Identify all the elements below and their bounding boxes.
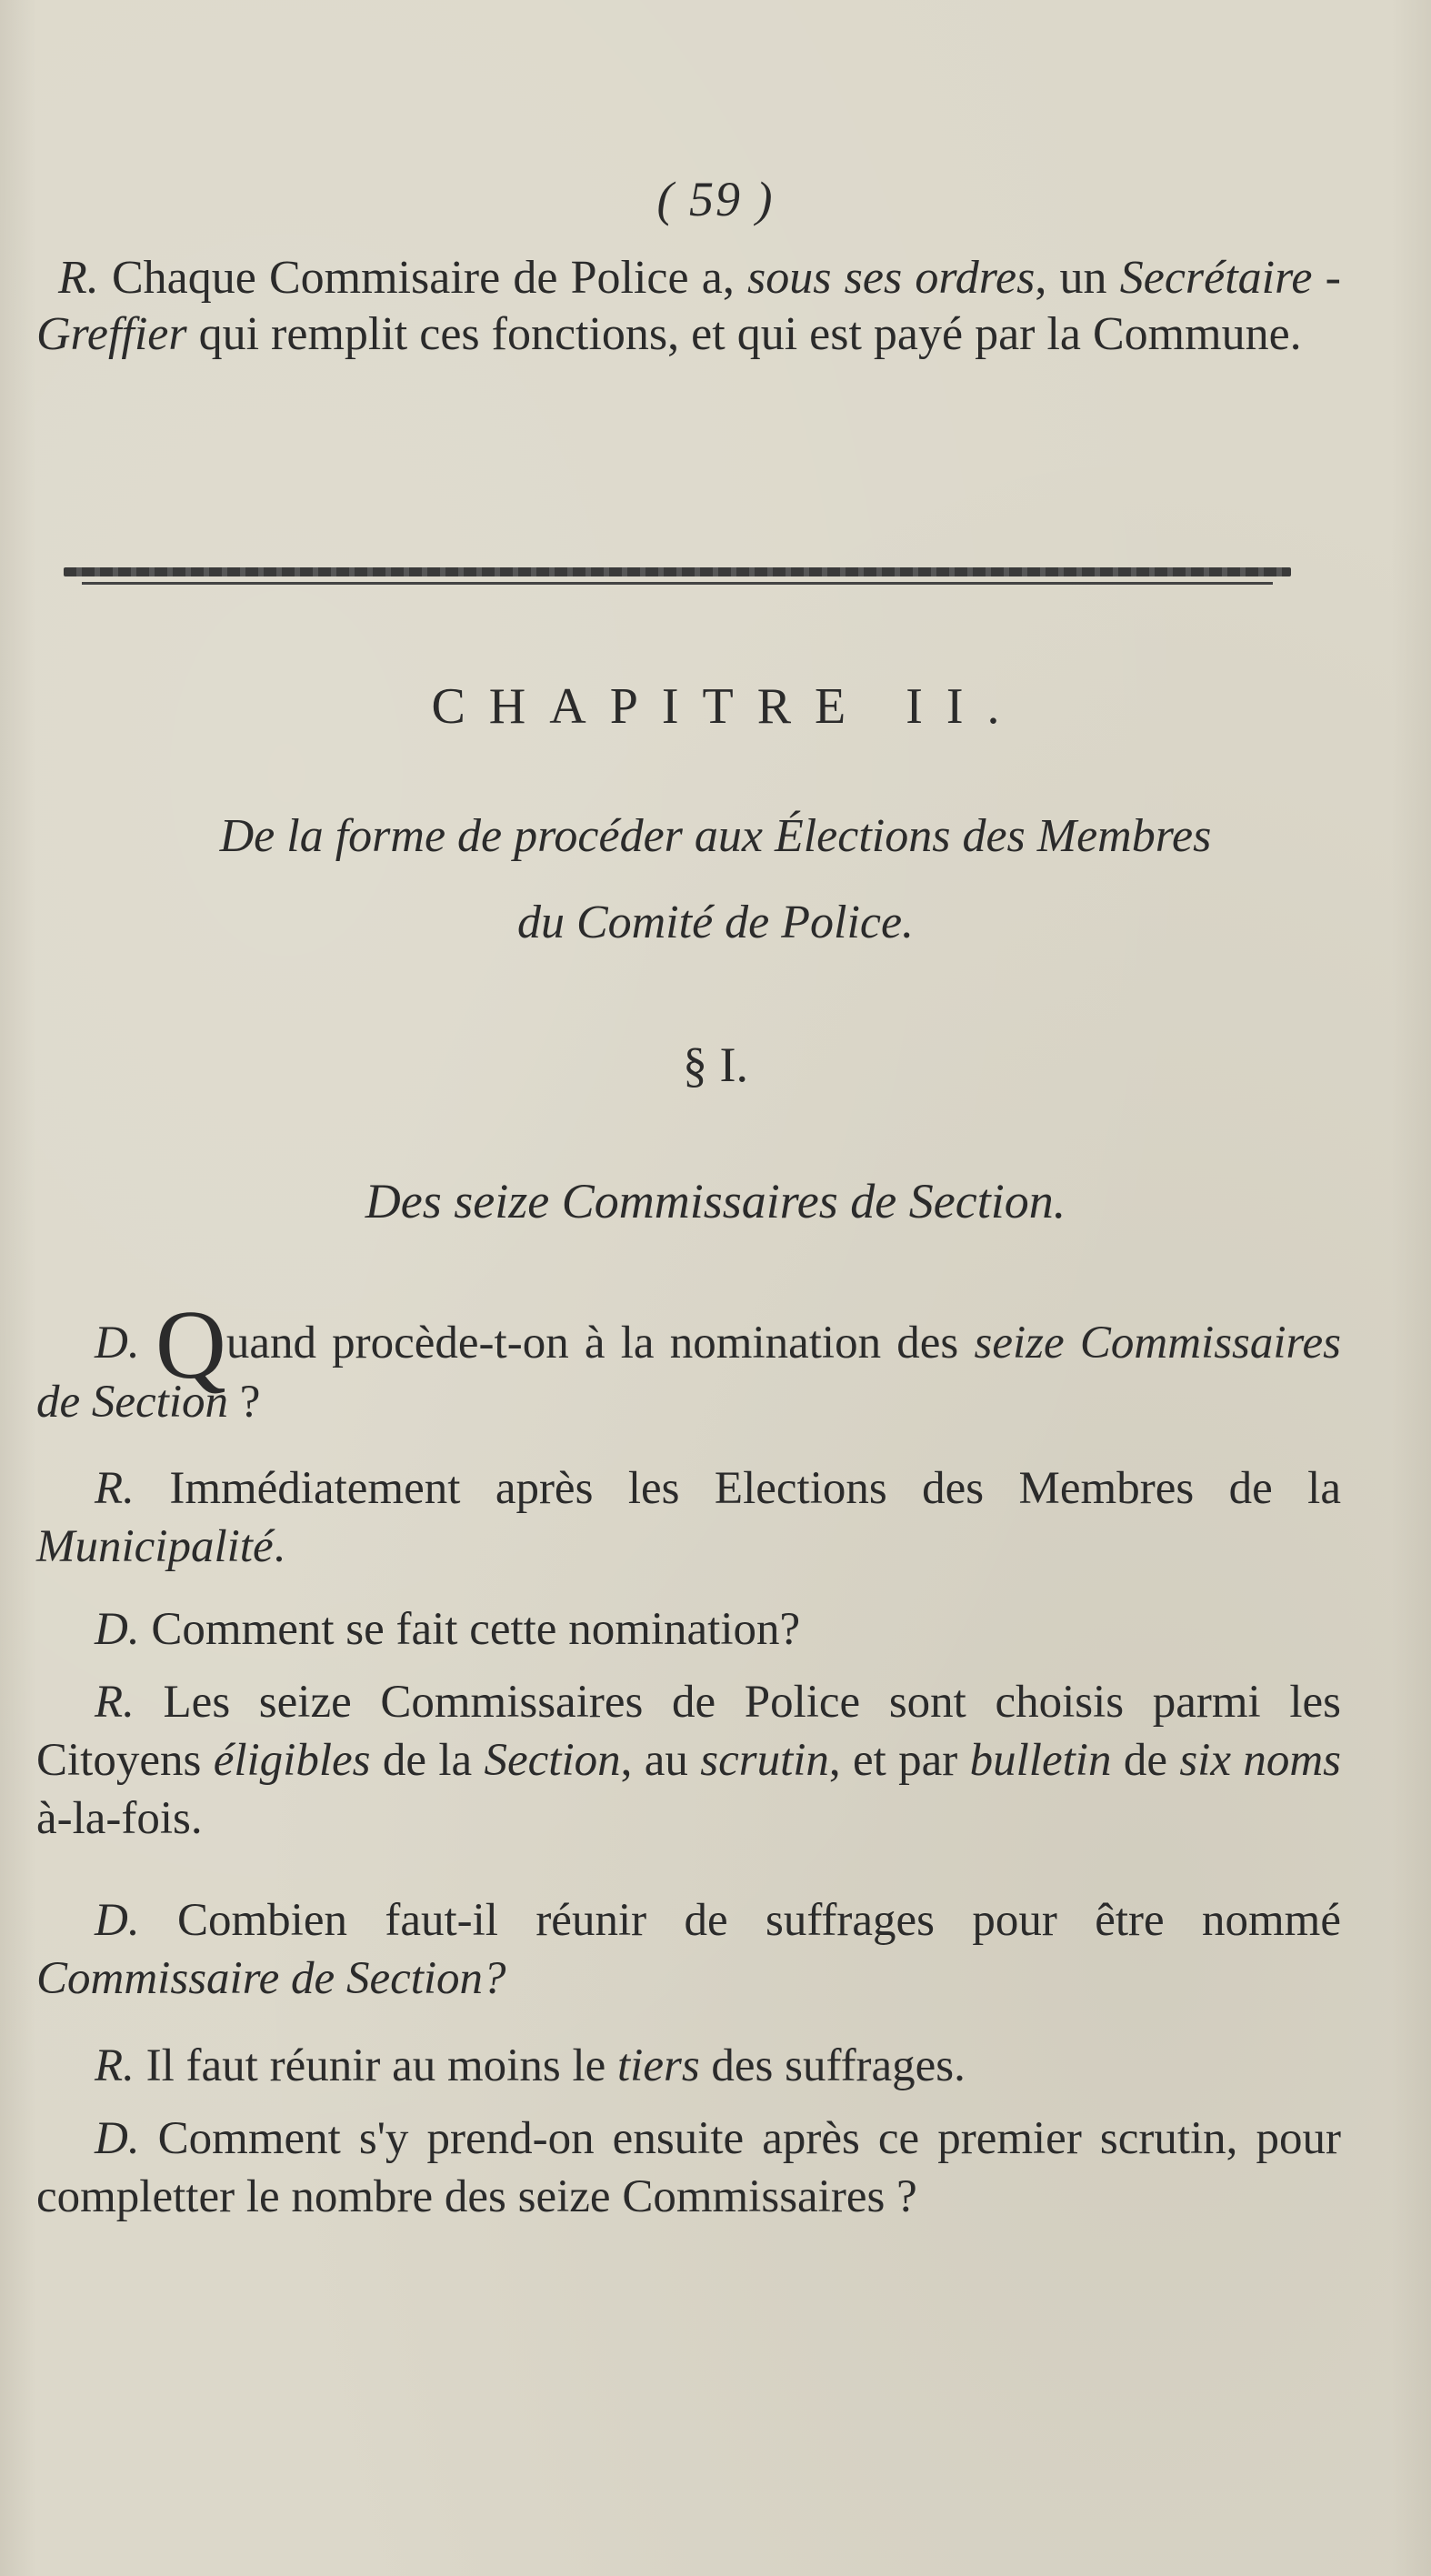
qa-entry: D. Comment se fait cette nomination?	[95, 1604, 801, 1655]
qa-entry: D. Comment s'y prend-on ensuite après ce premier scrutin, pour completter le nombre des seize Commissaires ?	[36, 2113, 1341, 2222]
speaker-label: R.	[95, 1463, 135, 1514]
chapter-heading: CHAPITRE II.	[431, 678, 1024, 735]
ornamental-divider	[64, 567, 1291, 604]
speaker-label: R.	[58, 252, 99, 304]
speaker-label: D.	[95, 1318, 140, 1368]
qa-entry: R. Immédiatement après les Elections des Membres de la Municipalité.	[36, 1463, 1341, 1572]
speaker-label: R.	[95, 1677, 135, 1728]
qa-entry: D. Combien faut-il réunir de suffrages pour être nommé Commissaire de Section?	[36, 1895, 1341, 2004]
qa-entry: D. Quand procède-t-on à la nomination des seize Commissaires de Section ?	[36, 1291, 1341, 1428]
chapter-subtitle-line-2: du Comité de Police.	[516, 897, 915, 948]
intro-paragraph: R. Chaque Commisaire de Police a, sous ses ordres, un Secrétaire - Greffier qui remplit ces fonctions, et qui est payé par la Commune.	[36, 252, 1341, 360]
qa-entry: R. Les seize Commissaires de Police sont choisis parmi les Citoyens éligibles de la Section, au scrutin, et par bulletin de six noms à-la-fois.	[36, 1677, 1341, 1844]
page-number: ( 59 )	[656, 172, 775, 226]
speaker-label: D.	[95, 1604, 140, 1655]
qa-entry: R. Il faut réunir au moins le tiers des suffrages.	[95, 2040, 966, 2091]
chapter-subtitle-line-1: De la forme de procéder aux Élections des Membres	[219, 810, 1212, 862]
section-mark: § I.	[683, 1037, 748, 1092]
speaker-label: D.	[95, 2113, 140, 2164]
drop-cap: Q	[155, 1291, 226, 1399]
speaker-label: D.	[95, 1895, 140, 1946]
section-title: Des seize Commissaires de Section.	[365, 1174, 1066, 1228]
speaker-label: R.	[95, 2040, 135, 2091]
